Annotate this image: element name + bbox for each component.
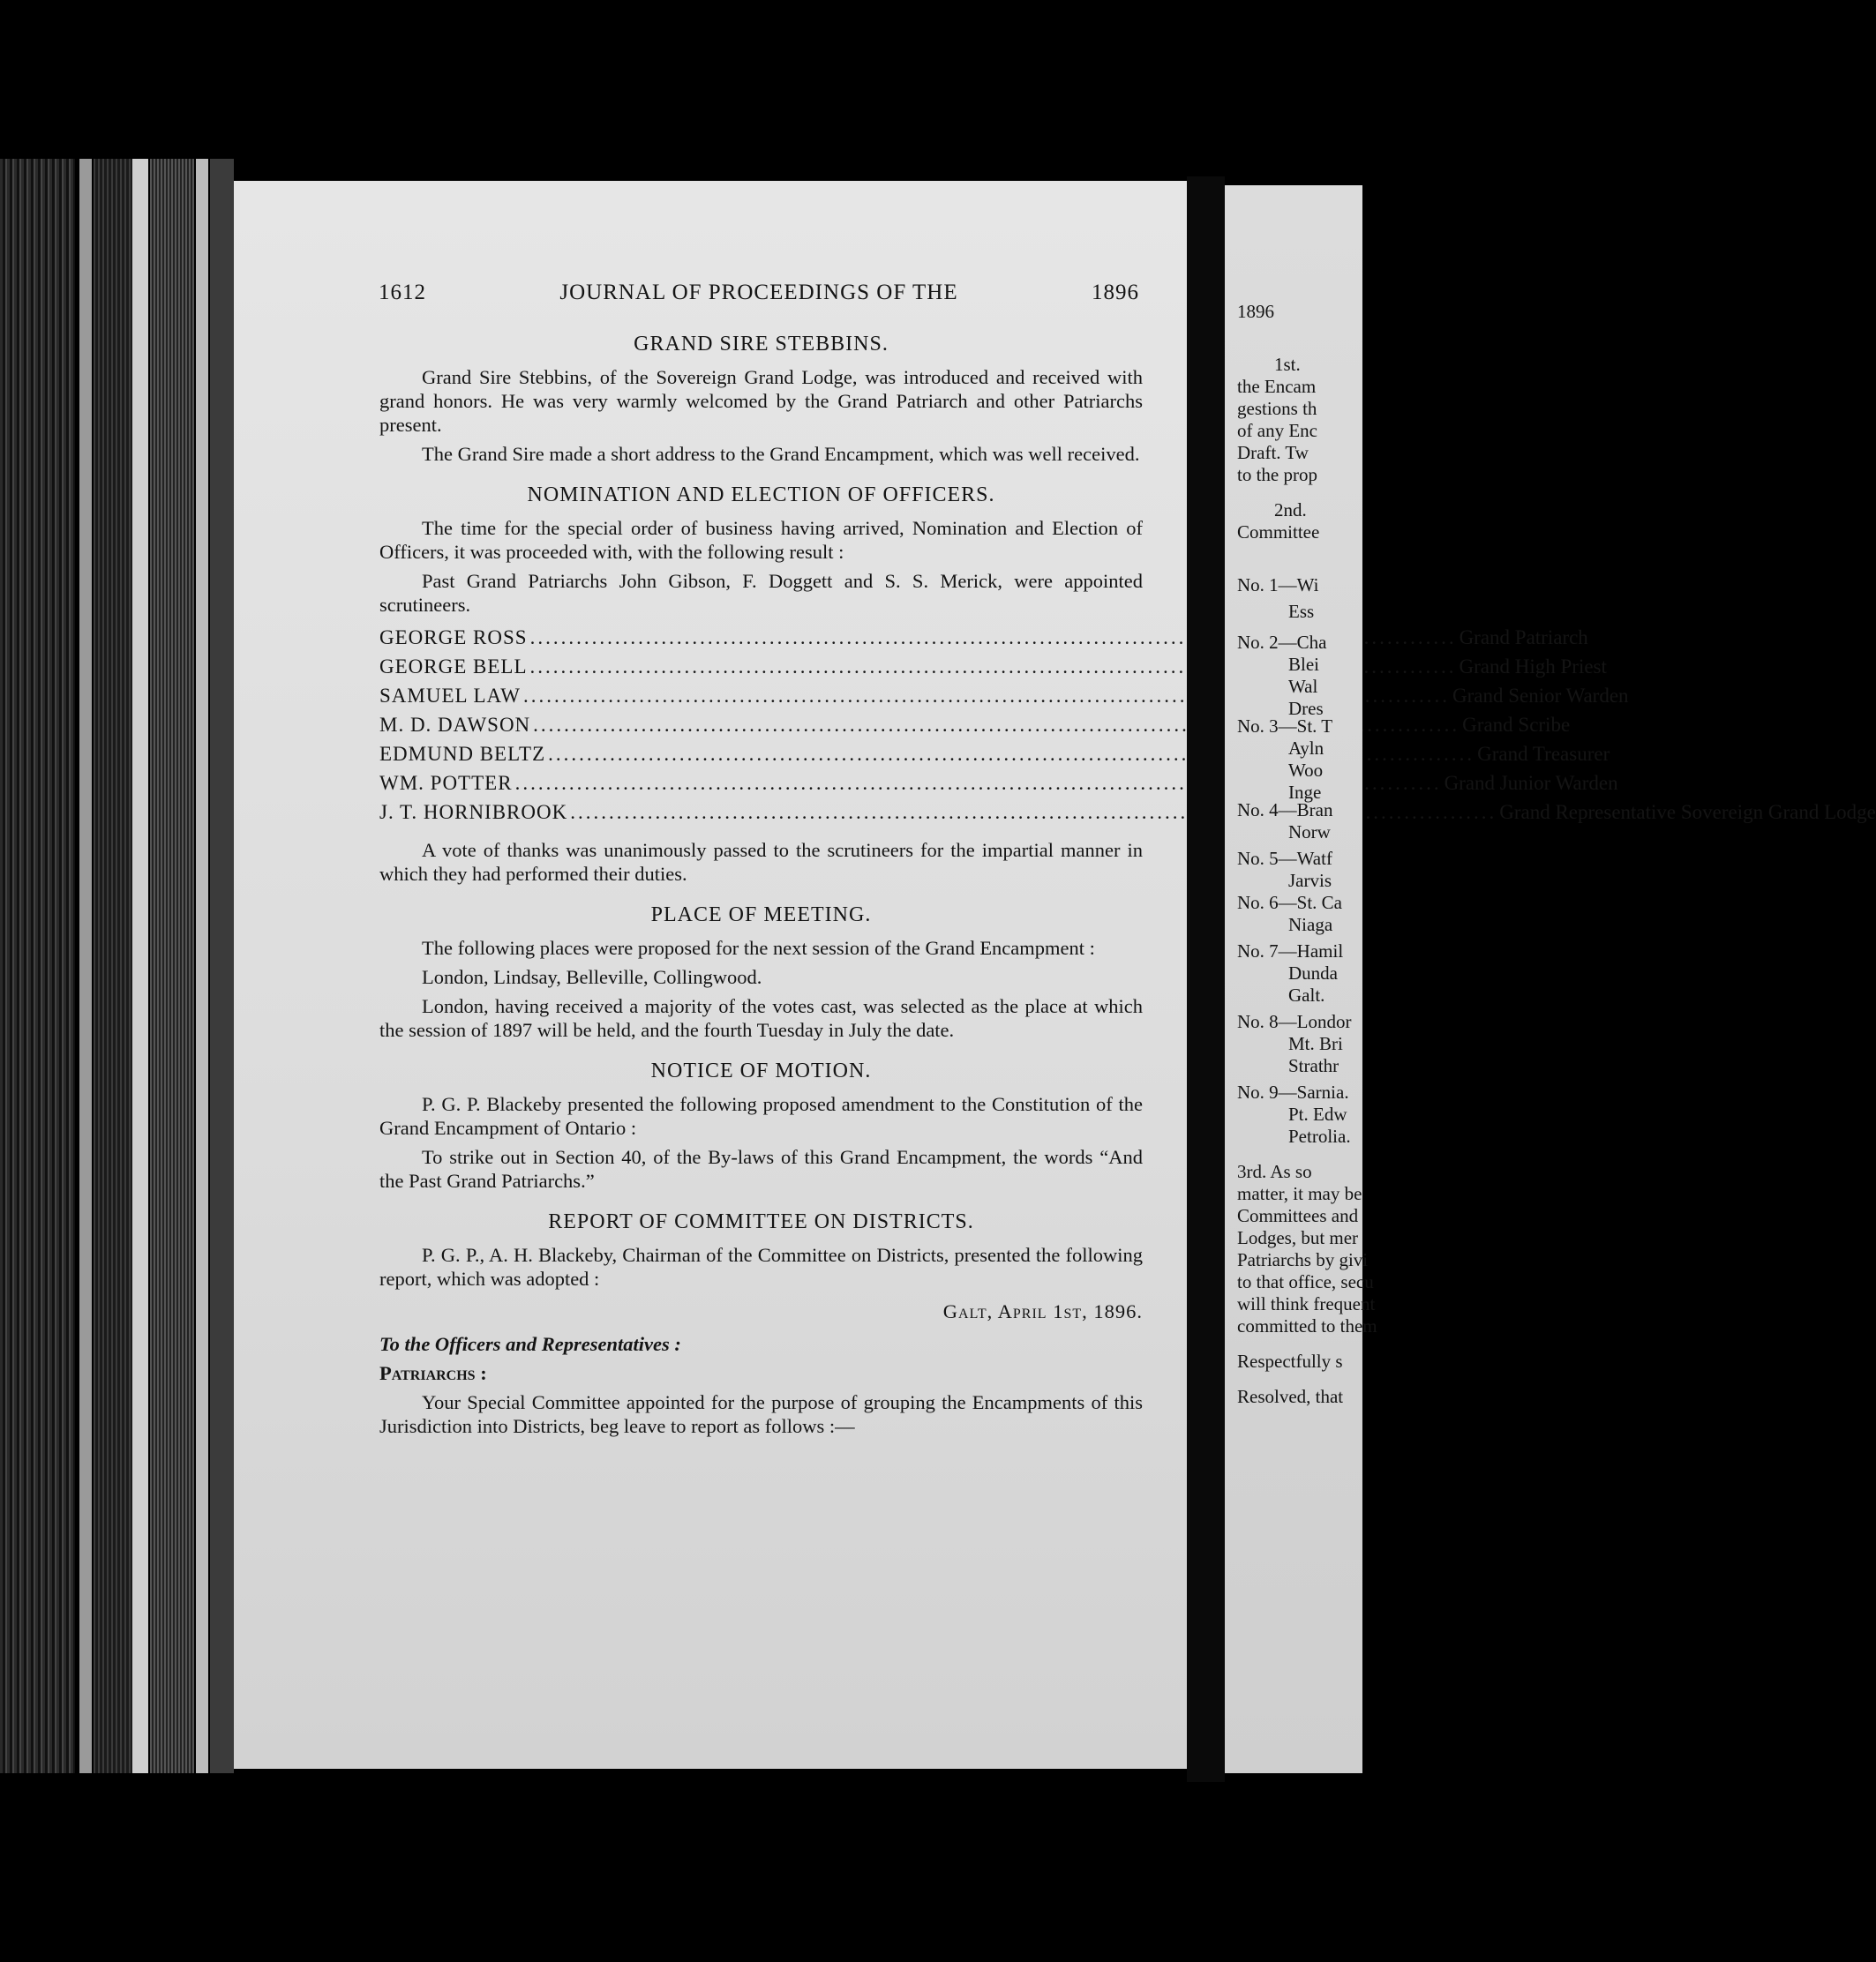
- facing-page-line: Blei: [1288, 654, 1319, 675]
- page-edges: [0, 159, 234, 1773]
- page-edge-strip: [79, 159, 92, 1773]
- facing-page-line: of any Enc: [1237, 420, 1317, 441]
- facing-page-line: 2nd.: [1274, 499, 1307, 520]
- paragraph: The Grand Sire made a short address to the Grand Encampment, which was well received.: [422, 443, 1140, 465]
- facing-page-line: will think frequent: [1237, 1293, 1376, 1314]
- facing-page-line: Pt. Edw: [1288, 1104, 1347, 1125]
- facing-page-line: Committee: [1237, 521, 1320, 543]
- facing-page-line: Petrolia.: [1288, 1126, 1351, 1147]
- section-heading: GRAND SIRE STEBBINS.: [634, 333, 889, 356]
- facing-page-line: Galt.: [1288, 985, 1325, 1006]
- paragraph: Past Grand Patriarchs John Gibson, F. Doggett and S. S. Merick, were appointed scrutineers.: [379, 570, 1143, 616]
- officer-office: Grand Representative Sovereign Grand Lodge: [1499, 801, 1876, 823]
- facing-page-line: Ayln: [1288, 738, 1324, 759]
- page-edge-strip: [0, 159, 75, 1773]
- facing-page-line: the Encam: [1237, 376, 1317, 397]
- officer-name: GEORGE ROSS: [379, 626, 528, 648]
- facing-page-line: to that office, secu: [1237, 1271, 1374, 1292]
- paragraph: London, Lindsay, Belleville, Collingwood.: [422, 966, 762, 988]
- officer-office: Grand Patriarch: [1459, 626, 1588, 648]
- running-year: 1896: [1091, 281, 1139, 304]
- paragraph: To strike out in Section 40, of the By-laws of this Grand Encampment, the words “And the Past Grand Patriarchs.”: [379, 1146, 1143, 1192]
- facing-page-line: 1896: [1237, 301, 1274, 322]
- paragraph: Grand Sire Stebbins, of the Sovereign Grand Lodge, was introduced and received with grand honors. He was very warmly welcomed by the Grand Patriarch and other Patriarchs present.: [379, 366, 1143, 436]
- facing-page-line: Norw: [1288, 821, 1331, 842]
- officer-office: Grand Scribe: [1462, 714, 1571, 736]
- page-edge-strip: [210, 159, 234, 1773]
- paragraph: London, having received a majority of the votes cast, was selected as the place at which the session of 1897 will be held, and the fourth Tuesday in July the date.: [379, 995, 1143, 1041]
- facing-page-line: Dres: [1288, 698, 1324, 719]
- paragraph: A vote of thanks was unanimously passed to the scrutineers for the impartial manner in which they had performed their duties.: [379, 839, 1143, 885]
- running-head: [379, 281, 1139, 305]
- facing-page-line: No. 9—Sarnia.: [1237, 1082, 1349, 1103]
- facing-page-line: Niaga: [1288, 914, 1333, 935]
- facing-page-line: Woo: [1288, 760, 1324, 781]
- facing-page-line: gestions th: [1237, 398, 1317, 419]
- facing-page-line: Resolved, that: [1237, 1386, 1344, 1407]
- facing-page-line: No. 3—St. T: [1237, 715, 1333, 737]
- facing-page-line: Strathr: [1288, 1055, 1339, 1076]
- officer-office: Grand High Priest: [1459, 655, 1607, 678]
- officer-office: Grand Treasurer: [1477, 743, 1610, 765]
- facing-page-line: No. 2—Cha: [1237, 632, 1327, 653]
- officer-name: GEORGE BELL: [379, 655, 528, 678]
- section-heading: PLACE OF MEETING.: [650, 903, 872, 926]
- facing-page-line: No. 4—Bran: [1237, 799, 1333, 820]
- facing-page-line: to the prop: [1237, 464, 1317, 485]
- officer-name: WM. POTTER: [379, 772, 513, 794]
- officer-office: Grand Senior Warden: [1452, 685, 1629, 707]
- facing-page-line: No. 5—Watf: [1237, 848, 1332, 869]
- facing-page-line: Mt. Bri: [1288, 1033, 1343, 1054]
- paragraph: P. G. P. Blackeby presented the following proposed amendment to the Constitution of the Grand Encampment of Ontario :: [379, 1093, 1143, 1139]
- facing-page-line: No. 6—St. Ca: [1237, 892, 1343, 913]
- facing-page-line: No. 8—Londor: [1237, 1011, 1352, 1032]
- facing-page-line: Inge: [1288, 782, 1322, 803]
- officer-name: EDMUND BELTZ: [379, 743, 546, 765]
- officer-name: SAMUEL LAW: [379, 685, 521, 707]
- facing-page-line: No. 7—Hamil: [1237, 940, 1344, 962]
- dateline: Galt, April 1st, 1896.: [942, 1300, 1143, 1322]
- officer-office: Grand Junior Warden: [1444, 772, 1618, 794]
- book-gutter: [1187, 176, 1225, 1782]
- paragraph: The time for the special order of business having arrived, Nomination and Election of Officers, it was proceeded with, with the following result :: [379, 517, 1143, 563]
- facing-page-partial: [1225, 185, 1377, 1773]
- section-heading: NOMINATION AND ELECTION OF OFFICERS.: [527, 483, 995, 506]
- page-edge-strip: [132, 159, 148, 1773]
- paragraph: P. G. P., A. H. Blackeby, Chairman of the Committee on Districts, presented the following report, which was adopted :: [379, 1244, 1143, 1290]
- facing-page-line: Patriarchs by givi: [1237, 1249, 1369, 1270]
- running-title: JOURNAL OF PROCEEDINGS OF THE: [559, 281, 958, 304]
- salutation: To the Officers and Representatives :: [379, 1333, 681, 1355]
- page-number: 1612: [379, 281, 426, 304]
- officer-name: J. T. HORNIBROOK: [379, 801, 568, 823]
- facing-page-line: 1st.: [1274, 354, 1301, 375]
- facing-page-line: committed to them: [1237, 1315, 1377, 1337]
- paragraph: Your Special Committee appointed for the purpose of grouping the Encampments of this Jurisdiction into Districts, beg leave to report as follows :—: [379, 1391, 1143, 1437]
- facing-page-line: Committees and: [1237, 1205, 1359, 1226]
- address-line: Patriarchs :: [379, 1362, 487, 1384]
- section-heading: NOTICE OF MOTION.: [650, 1060, 872, 1082]
- page-edge-strip: [150, 159, 194, 1773]
- facing-page-line: Draft. Tw: [1237, 442, 1309, 463]
- facing-page-line: Wal: [1288, 676, 1318, 697]
- facing-page-line: No. 1—Wi: [1237, 574, 1319, 595]
- officer-name: M. D. DAWSON: [379, 714, 531, 736]
- page-edge-strip: [196, 159, 208, 1773]
- facing-page-line: matter, it may be: [1237, 1183, 1362, 1204]
- section-heading: REPORT OF COMMITTEE ON DISTRICTS.: [548, 1210, 974, 1233]
- facing-page-line: Dunda: [1288, 962, 1338, 984]
- paragraph: The following places were proposed for the next session of the Grand Encampment :: [422, 937, 1095, 959]
- facing-page-line: Ess: [1288, 601, 1315, 622]
- page-edge-strip: [94, 159, 138, 1773]
- facing-page-line: Lodges, but mer: [1237, 1227, 1359, 1248]
- facing-page-line: Jarvis: [1288, 870, 1332, 891]
- facing-page-line: 3rd. As so: [1237, 1161, 1312, 1182]
- facing-page-line: Respectfully s: [1237, 1351, 1343, 1372]
